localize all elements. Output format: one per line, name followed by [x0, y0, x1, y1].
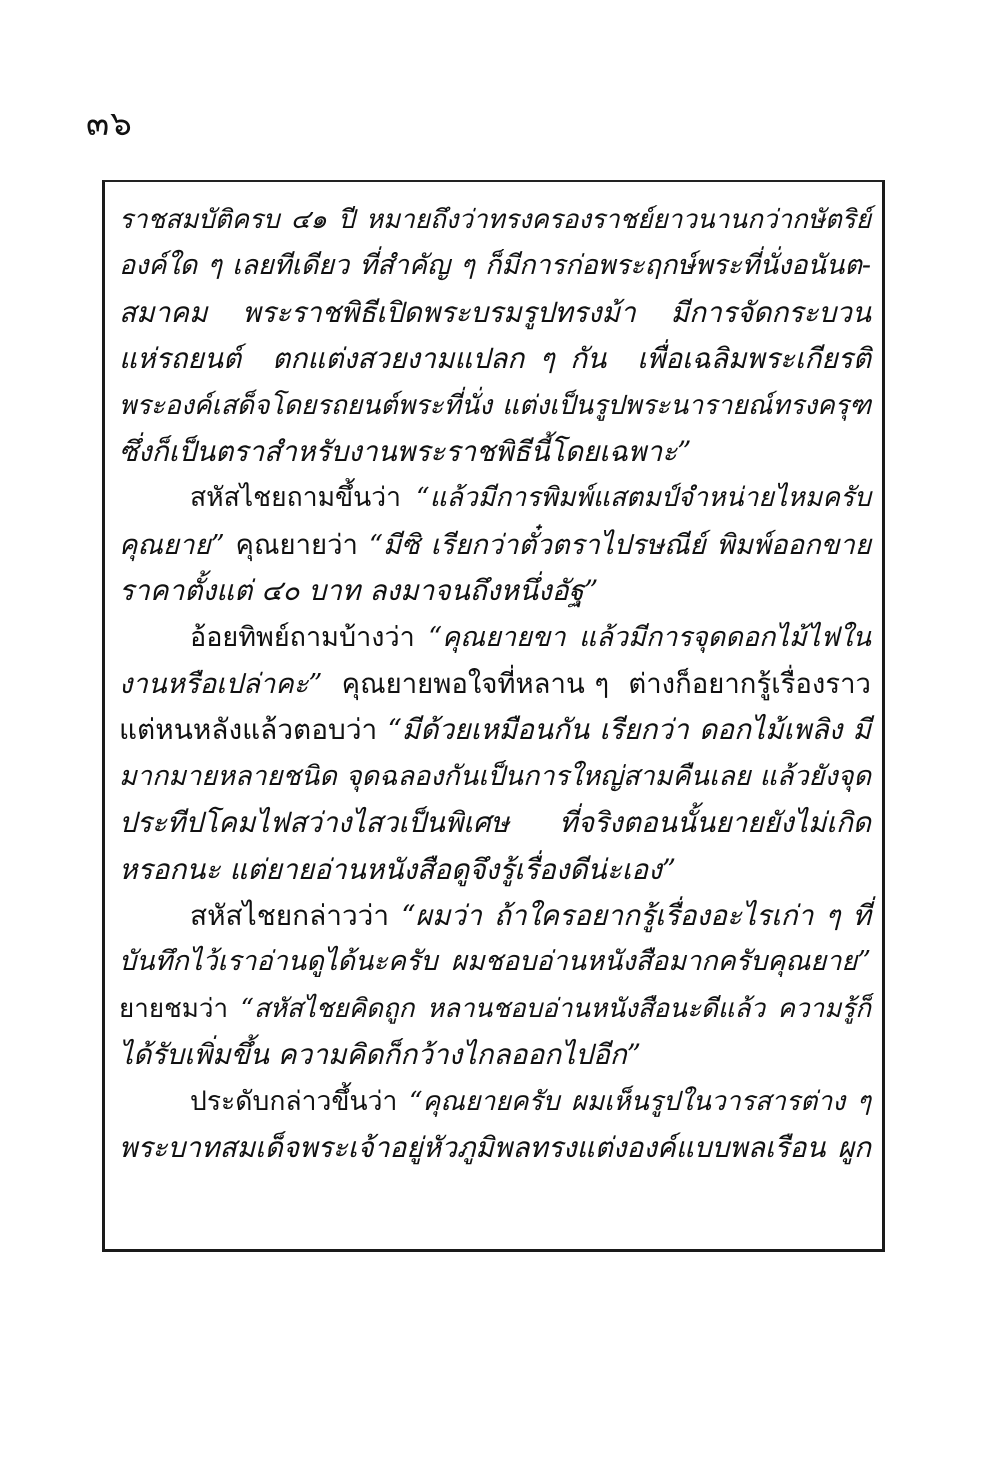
text-line [119, 708, 871, 752]
text-segment: สหัสไชยกล่าวว่า [190, 899, 402, 932]
text-segment: ราชสมบัติครบ ๔๑ ปี หมายถึงว่าทรงครองราชย์ยาวนานกว่ากษัตริย์ [119, 205, 871, 235]
text-segment: สมาคม พระราชพิธีเปิดพระบรมรูปทรงม้า มีการจัดกระบวน [119, 295, 871, 329]
text-segment: “คุณยายขา แล้วมีการจุดดอกไม้ไฟใน [428, 621, 871, 653]
text-line [190, 476, 871, 520]
text-segment: ได้รับเพิ่มขึ้น ความคิดก็กว้างไกลออกไปอีก” [119, 1038, 642, 1072]
text-line [119, 384, 871, 428]
text-segment: อ้อยทิพย์ถามบ้างว่า [190, 621, 429, 653]
text-line [119, 523, 871, 567]
text-line [190, 616, 871, 660]
text-segment: ซึ่งก็เป็นตราสำหรับงานพระราชพิธีนี้โดยเฉพาะ” [119, 435, 692, 468]
text-segment: หรอกนะ แต่ยายอ่านหนังสือดูจึงรู้เรื่องดีน่ะเอง” [119, 852, 677, 886]
text-segment: ราคาตั้งแต่ ๔๐ บาท ลงมาจนถึงหนึ่งอัฐ” [119, 574, 599, 608]
text-line [119, 1126, 871, 1170]
text-segment: บันทึกไว้เราอ่านดูได้นะครับ ผมชอบอ่านหนังสือมากครับคุณยาย” [119, 946, 871, 978]
text-line [119, 801, 871, 845]
text-segment: “ผมว่า ถ้าใครอยากรู้เรื่องอะไรเก่า ๆ ที่ [401, 899, 872, 932]
text-segment: “คุณยายครับ ผมเห็นรูปในวารสารต่าง ๆ [408, 1085, 872, 1117]
text-segment: องค์ใด ๆ เลยทีเดียว ที่สำคัญ ๆ ก็มีการก่อพระฤกษ์พระที่นั่งอนันต- [119, 250, 871, 282]
text-line [119, 848, 871, 892]
text-segment: คุณยาย” [119, 528, 225, 561]
text-line [119, 244, 871, 288]
text-segment: ยายชมว่า [119, 993, 241, 1024]
text-line [119, 337, 871, 381]
text-segment: พระบาทสมเด็จพระเจ้าอยู่หัวภูมิพลทรงแต่งองค์แบบพลเรือน ผูก [119, 1131, 871, 1164]
text-segment: ประดับกล่าวขึ้นว่า [190, 1085, 409, 1117]
text-line [190, 894, 871, 938]
text-segment: แต่หนหลังแล้วตอบว่า [119, 713, 388, 747]
text-segment: แห่รถยนต์ ตกแต่งสวยงามแปลก ๆ กัน เพื่อเฉลิมพระเกียรติ [119, 342, 871, 376]
text-segment: คุณยายว่า [224, 528, 369, 561]
text-segment: “สหัสไชยคิดถูก หลานชอบอ่านหนังสือนะดีแล้ว ความรู้ก็ [240, 993, 871, 1024]
text-segment: สหัสไชยถามขึ้นว่า [190, 482, 417, 514]
text-segment: มากมายหลายชนิด จุดฉลองกันเป็นการใหญ่สามคืนเลย แล้วยังจุด [119, 760, 871, 792]
text-segment: “แล้วมีการพิมพ์แสตมป์จำหน่ายไหมครับ [416, 482, 871, 514]
text-line [119, 755, 871, 799]
text-line [119, 940, 871, 984]
text-line [119, 662, 871, 706]
page-number: ๓๖ [86, 104, 133, 144]
text-segment: “มีซิ เรียกว่าตั๋วตราไปรษณีย์ พิมพ์ออกขาย [368, 528, 871, 561]
text-line [119, 987, 871, 1031]
text-line [119, 1033, 871, 1077]
text-segment: ประทีปโคมไฟสว่างไสวเป็นพิเศษ ที่จริงตอนนั้นยายยังไม่เกิด [119, 806, 871, 840]
text-segment: งานหรือเปล่าคะ” [119, 668, 323, 700]
text-segment: “มีด้วยเหมือนกัน เรียกว่า ดอกไม้เพลิง มี [387, 713, 871, 747]
text-line [190, 1080, 871, 1124]
text-segment: คุณยายพอใจที่หลาน ๆ ต่างก็อยากรู้เรื่องราว [322, 668, 871, 700]
text-line [119, 430, 871, 474]
text-line [119, 569, 871, 613]
text-line [119, 198, 871, 242]
text-line [119, 291, 871, 335]
text-segment: พระองค์เสด็จโดยรถยนต์พระที่นั่ง แต่งเป็นรูปพระนารายณ์ทรงครุฑ [119, 389, 871, 421]
